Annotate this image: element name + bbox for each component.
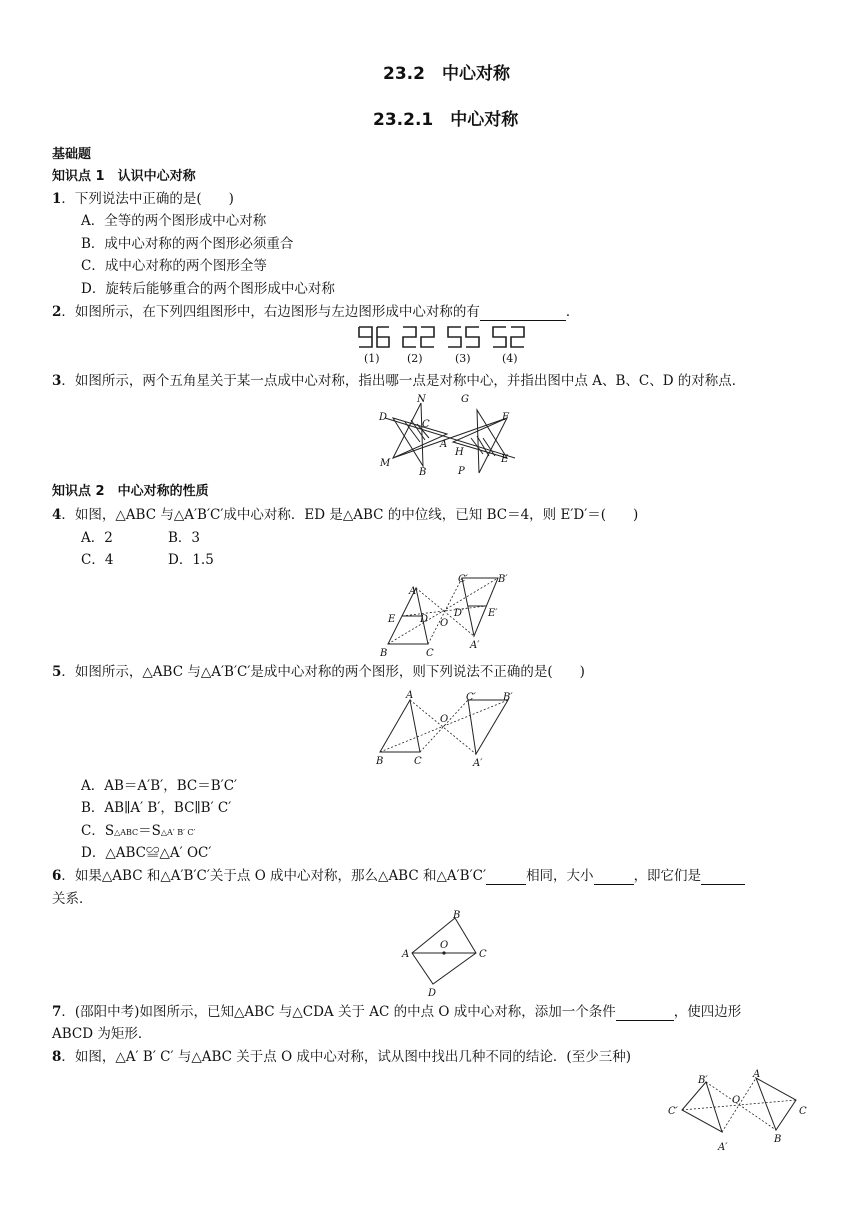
point-C: C bbox=[799, 1106, 807, 1117]
point-B: B bbox=[419, 467, 427, 478]
question-3 bbox=[52, 372, 745, 390]
knowledge-point-1: 知识点 1 认识中心对称 bbox=[52, 169, 196, 184]
label-2: (2) bbox=[407, 352, 423, 365]
question-stem: ．如图所示，△ABC 与△A′B′C′是成中心对称的两个图形，则下列说法不正确的是( ) bbox=[61, 664, 585, 680]
subscript-abc: △ABC bbox=[114, 828, 139, 837]
point-M: M bbox=[380, 458, 391, 469]
question-number: 7 bbox=[52, 1004, 62, 1020]
point-A: A bbox=[753, 1069, 761, 1080]
question-stem: ．下列说法中正确的是( ) bbox=[61, 191, 234, 207]
subscript-abc-prime: △A′ B′ C′ bbox=[160, 828, 196, 837]
q5-option-a: A．AB＝A′B′，BC＝B′C′ bbox=[81, 778, 238, 794]
point-C-prime: C′ bbox=[466, 692, 476, 703]
glyph-96 bbox=[359, 327, 389, 347]
point-C: C bbox=[414, 756, 422, 767]
question-stem: ．如图，△A′ B′ C′ 与△ABC 关于点 O 成中心对称，试从图中找出几种不同的结论．(至少三种) bbox=[61, 1049, 631, 1065]
point-O: O bbox=[732, 1095, 741, 1106]
q6-line2: 关系． bbox=[52, 891, 93, 907]
question-5 bbox=[52, 663, 585, 681]
q4-option-d: D．1.5 bbox=[168, 552, 214, 568]
point-B-prime: B′ bbox=[503, 692, 513, 703]
stem-part-3: ，即它们是 bbox=[633, 868, 702, 884]
point-E: E bbox=[501, 454, 509, 465]
question-stem: ．如图所示，两个五角星关于某一点成中心对称，指出哪一点是对称中心，并指出图中点 A、B、C、D 的对称点． bbox=[61, 373, 746, 389]
stem-part-1: ．如果△ABC 和△A′B′C′关于点 O 成中心对称，那么△ABC 和△A′B′C′ bbox=[61, 868, 487, 884]
point-O: O bbox=[440, 714, 449, 725]
question-number: 2 bbox=[52, 304, 62, 320]
point-E-prime: E′ bbox=[488, 608, 498, 619]
question-number: 5 bbox=[52, 664, 62, 680]
q8-figure bbox=[666, 1070, 816, 1154]
equals-s: ＝S bbox=[138, 823, 161, 839]
point-B: B bbox=[453, 910, 461, 921]
point-A: A bbox=[409, 586, 417, 597]
question-number: 8 bbox=[52, 1049, 62, 1065]
point-F: F bbox=[502, 412, 509, 423]
knowledge-point-2: 知识点 2 中心对称的性质 bbox=[52, 484, 209, 499]
q1-option-a: A．全等的两个图形成中心对称 bbox=[81, 213, 267, 229]
q5-figure bbox=[372, 688, 522, 770]
option-c-text: C．S bbox=[81, 823, 115, 839]
label-3: (3) bbox=[455, 352, 471, 365]
point-A: A bbox=[406, 690, 414, 701]
question-2 bbox=[52, 303, 579, 321]
point-C-prime: C′ bbox=[458, 574, 468, 585]
question-7 bbox=[52, 1003, 741, 1021]
question-1 bbox=[52, 190, 234, 208]
point-E: E bbox=[388, 614, 396, 625]
glyph-22 bbox=[403, 327, 434, 347]
q5-option-d: D．△ABC≌△A′ OC′ bbox=[81, 845, 212, 861]
point-A-prime: A′ bbox=[470, 640, 480, 651]
answer-blank bbox=[701, 870, 745, 885]
glyph-55 bbox=[448, 327, 479, 347]
question-number: 1 bbox=[52, 191, 62, 207]
stem-part-1: ．(邵阳中考)如图所示，已知△ABC 与△CDA 关于 AC 的中点 O 成中心对称，添加一个条件 bbox=[61, 1004, 616, 1020]
section-subtitle: 23.2.1 中心对称 bbox=[373, 110, 519, 130]
answer-blank bbox=[486, 870, 526, 885]
stem-part-2: ，使四边形 bbox=[673, 1004, 742, 1020]
point-A-prime: A′ bbox=[718, 1142, 728, 1153]
question-8 bbox=[52, 1048, 631, 1066]
q6-figure bbox=[400, 908, 500, 999]
point-D: D bbox=[420, 614, 429, 625]
point-D: D bbox=[428, 988, 437, 999]
page-title: 23.2 中心对称 bbox=[383, 64, 510, 84]
question-number: 3 bbox=[52, 373, 62, 389]
q1-option-b: B．成中心对称的两个图形必须重合 bbox=[81, 236, 294, 252]
point-P: P bbox=[458, 466, 465, 477]
q5-option-b: B．AB∥A′ B′，BC∥B′ C′ bbox=[81, 800, 232, 816]
point-C-prime: C′ bbox=[668, 1106, 678, 1117]
point-G: G bbox=[461, 394, 469, 405]
point-B: B bbox=[380, 648, 388, 659]
point-C: C bbox=[479, 949, 487, 960]
period: ． bbox=[565, 304, 580, 320]
q2-figure bbox=[352, 322, 552, 366]
q5-option-c bbox=[81, 822, 195, 842]
q1-option-c: C．成中心对称的两个图形全等 bbox=[81, 258, 267, 274]
question-6 bbox=[52, 867, 745, 885]
point-D-prime: D′ bbox=[454, 608, 465, 619]
point-A: A bbox=[402, 949, 410, 960]
point-C: C bbox=[422, 419, 430, 430]
label-1: (1) bbox=[364, 352, 380, 365]
label-4: (4) bbox=[502, 352, 518, 365]
section-basic: 基础题 bbox=[52, 147, 92, 162]
q4-option-c: C．4 bbox=[81, 552, 114, 568]
point-H: H bbox=[455, 447, 464, 458]
point-B-prime: B′ bbox=[698, 1075, 708, 1086]
stem-part-2: 相同，大小 bbox=[526, 868, 594, 884]
point-A: A bbox=[440, 439, 448, 450]
point-N: N bbox=[417, 394, 426, 405]
question-number: 6 bbox=[52, 868, 62, 884]
q7-line2: ABCD 为矩形． bbox=[52, 1026, 152, 1042]
point-B: B bbox=[774, 1134, 782, 1145]
q4-option-b: B．3 bbox=[168, 530, 201, 546]
point-D: D bbox=[379, 412, 388, 423]
point-B: B bbox=[376, 756, 384, 767]
question-number: 4 bbox=[52, 507, 62, 523]
point-O: O bbox=[440, 940, 449, 951]
glyph-52 bbox=[493, 327, 524, 347]
point-A-prime: A′ bbox=[473, 758, 483, 769]
q3-figure bbox=[375, 392, 525, 476]
answer-blank bbox=[616, 1006, 674, 1021]
question-stem: ．如图所示，在下列四组图形中，右边图形与左边图形成中心对称的有 bbox=[61, 304, 480, 320]
answer-blank bbox=[480, 306, 566, 321]
point-O: O bbox=[440, 618, 449, 629]
question-stem: ．如图，△ABC 与△A′B′C′成中心对称．ED 是△ABC 的中位线，已知 BC＝4，则 E′D′＝( ) bbox=[61, 507, 639, 523]
question-4 bbox=[52, 506, 638, 524]
q4-option-a: A．2 bbox=[81, 530, 113, 546]
q1-option-d: D．旋转后能够重合的两个图形成中心对称 bbox=[81, 281, 335, 297]
answer-blank bbox=[594, 870, 634, 885]
point-C: C bbox=[426, 648, 434, 659]
q4-figure bbox=[376, 570, 516, 660]
point-B-prime: B′ bbox=[498, 574, 508, 585]
